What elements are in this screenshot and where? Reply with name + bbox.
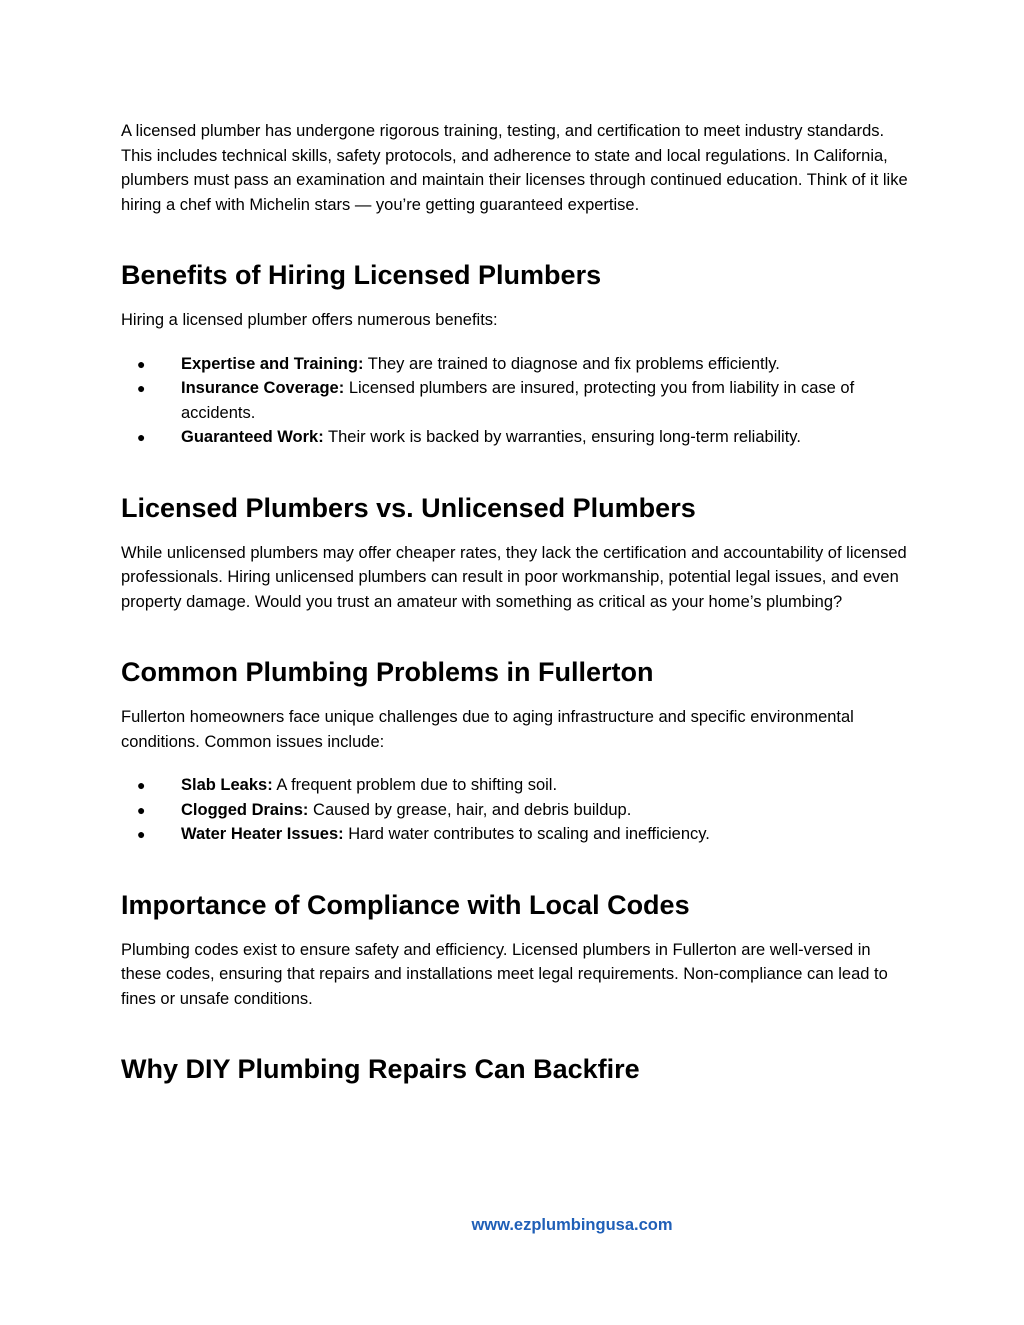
document-page (121, 119, 911, 1086)
list-item-term: Slab Leaks: (181, 776, 273, 794)
list-item-text: A frequent problem due to shifting soil. (272, 776, 558, 794)
list-item (121, 798, 911, 823)
benefits-lead: Hiring a licensed plumber offers numerous benefits: (121, 311, 498, 329)
intro-paragraph: A licensed plumber has undergone rigorous training, testing, and certification to meet industry standards. This includes technical skills, safety protocols, and adherence to state and local regulations. In California, plumbers must pass an examination and maintain their licenses through continued education. Think of it like hiring a chef with Michelin stars — you’re getting guaranteed expertise. (121, 122, 908, 214)
problems-heading: Common Plumbing Problems in Fullerton (121, 657, 654, 687)
compliance-paragraph: Plumbing codes exist to ensure safety and efficiency. Licensed plumbers in Fullerton are well-versed in these codes, ensuring that repairs and installations meet legal requirements. Non-compliance can lead to fines or unsafe conditions. (121, 940, 888, 1008)
bullet-icon: ● (137, 380, 146, 396)
list-item-term: Water Heater Issues: (181, 825, 344, 843)
bullet-icon: ● (137, 826, 146, 842)
list-item-text: They are trained to diagnose and fix problems efficiently. (363, 354, 780, 373)
problems-list (121, 773, 911, 847)
bullet-icon: ● (137, 429, 146, 445)
list-item (121, 773, 911, 798)
bullet-icon: ● (137, 801, 146, 818)
list-item-term: Guaranteed Work: (181, 428, 324, 446)
list-item-text: Hard water contributes to scaling and inefficiency. (343, 825, 710, 843)
list-item (121, 376, 911, 425)
benefits-list (121, 352, 911, 450)
footer-website-link[interactable]: www.ezplumbingusa.com (471, 1216, 673, 1234)
list-item-text: Their work is backed by warranties, ensuring long-term reliability. (323, 428, 801, 446)
list-item-term: Clogged Drains: (181, 800, 309, 819)
list-item-term: Insurance Coverage: (181, 379, 345, 397)
bullet-icon: ● (137, 777, 146, 793)
bullet-icon: ● (137, 355, 146, 372)
list-item-text: Licensed plumbers are insured, protecting you from liability in case of accidents. (181, 379, 855, 422)
compliance-heading: Importance of Compliance with Local Codes (121, 889, 690, 920)
diy-heading: Why DIY Plumbing Repairs Can Backfire (121, 1054, 640, 1084)
list-item (121, 822, 911, 847)
benefits-heading: Benefits of Hiring Licensed Plumbers (121, 260, 602, 290)
list-item (121, 425, 911, 450)
versus-heading: Licensed Plumbers vs. Unlicensed Plumbers (121, 492, 696, 523)
list-item-term: Expertise and Training: (181, 354, 364, 373)
problems-lead: Fullerton homeowners face unique challenges due to aging infrastructure and specific environmental conditions. Common issues include: (121, 708, 854, 751)
list-item (121, 352, 911, 377)
versus-paragraph: While unlicensed plumbers may offer cheaper rates, they lack the certification and accountability of licensed professionals. Hiring unlicensed plumbers can result in poor workmanship, potential legal issues, and even property damage. Would you trust an amateur with something as critical as your home’s plumbing? (121, 543, 907, 611)
list-item-text: Caused by grease, hair, and debris buildup. (308, 800, 632, 819)
